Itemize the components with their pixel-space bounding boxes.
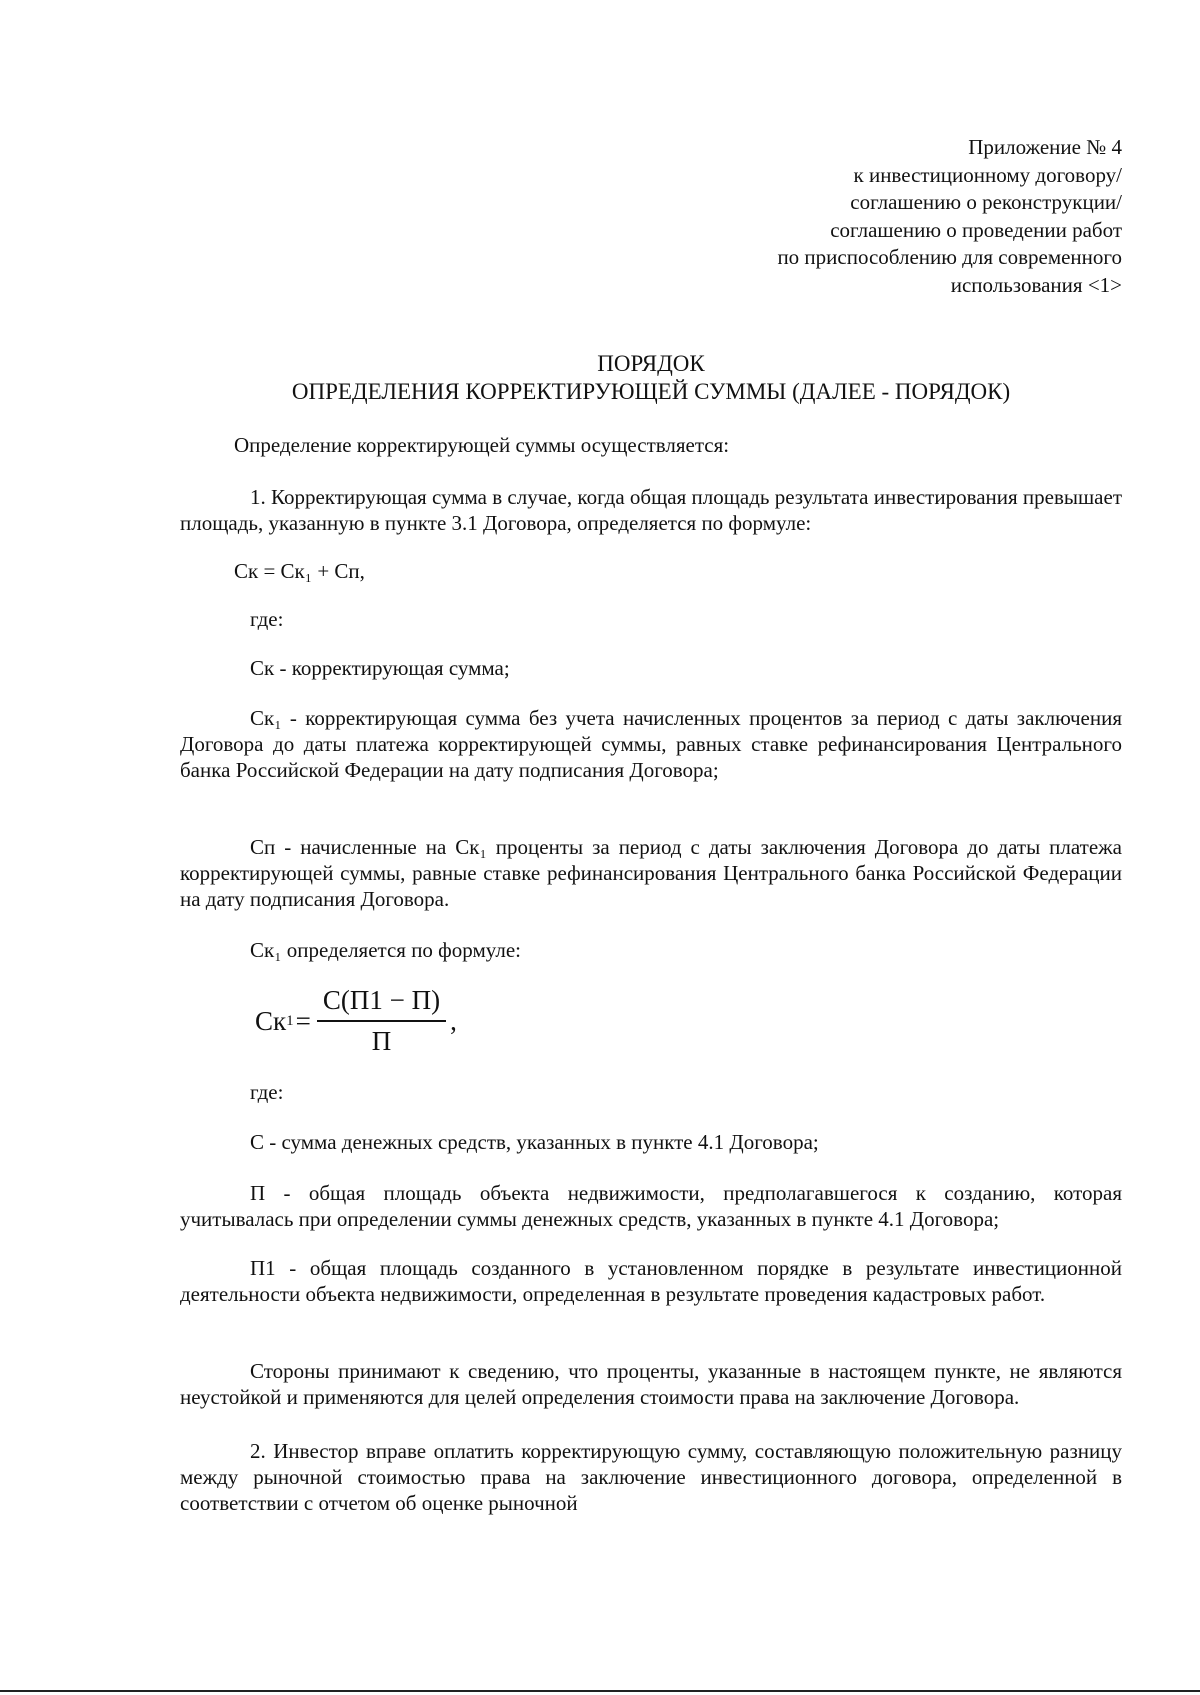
formula-sk: Ск = Ск₁ + Сп, bbox=[234, 559, 365, 583]
appendix-line: по приспособлению для современного bbox=[777, 245, 1122, 270]
formula-lhs-subscript: 1 bbox=[286, 1012, 294, 1029]
appendix-line: использования <1> bbox=[950, 272, 1122, 297]
title-line: ПОРЯДОК bbox=[597, 351, 705, 376]
parties-paragraph: Стороны принимают к сведению, что проценты, указанные в настоящем пункте, не являются неустойкой и применяются для целей определения стоимости права на заключение Договора. bbox=[180, 1359, 1122, 1409]
item-2-paragraph: 2. Инвестор вправе оплатить корректирующую сумму, составляющую положительную разницу между рыночной стоимостью права на заключение инвестиционного договора, определенной в соответствии с отчетом об оценке рыночной bbox=[180, 1439, 1122, 1515]
formula-equals: = bbox=[295, 1005, 311, 1036]
sk1-formula-intro: Ск₁ определяется по формуле: bbox=[250, 938, 521, 962]
formula-sk1 bbox=[255, 985, 457, 1057]
item-1-paragraph: 1. Корректирующая сумма в случае, когда общая площадь результата инвестирования превышает площадь, указанную в пункте 3.1 Договора, определяется по формуле: bbox=[180, 485, 1122, 535]
definition-sk1: Ск₁ - корректирующая сумма без учета начисленных процентов за период с даты заключения Договора до даты платежа корректирующей суммы, равных ставке рефинансирования Центрального банка Российской Федерации на дату подписания Договора; bbox=[180, 706, 1122, 782]
formula-lhs: Ск bbox=[255, 1005, 287, 1036]
definition-sp: Сп - начисленные на Ск₁ проценты за период с даты заключения Договора до даты платежа корректирующей суммы, равные ставке рефинансирования Центрального банка Российской Федерации на дату подписания Договора. bbox=[180, 835, 1122, 911]
formula-numerator: С(П1 − П) bbox=[317, 985, 446, 1022]
document-title bbox=[180, 350, 1122, 406]
definition-sk: Ск - корректирующая сумма; bbox=[250, 656, 510, 680]
intro-paragraph: Определение корректирующей суммы осуществляется: bbox=[234, 433, 730, 457]
appendix-header bbox=[777, 134, 1122, 300]
where-label: где: bbox=[250, 607, 284, 631]
formula-trailing-comma: , bbox=[450, 1005, 457, 1036]
definition-c: С - сумма денежных средств, указанных в пункте 4.1 Договора; bbox=[250, 1130, 819, 1154]
appendix-line: соглашению о реконструкции/ bbox=[850, 190, 1122, 215]
formula-fraction bbox=[317, 985, 446, 1057]
definition-p: П - общая площадь объекта недвижимости, предполагавшегося к созданию, которая учитывалась при определении суммы денежных средств, указанных в пункте 4.1 Договора; bbox=[180, 1181, 1122, 1231]
formula-denominator: П bbox=[371, 1026, 392, 1056]
page-bottom-rule bbox=[0, 1690, 1200, 1692]
appendix-line: к инвестиционному договору/ bbox=[853, 162, 1122, 187]
appendix-line: Приложение № 4 bbox=[968, 135, 1122, 159]
appendix-line: соглашению о проведении работ bbox=[830, 217, 1122, 242]
where-label-2: где: bbox=[250, 1080, 284, 1104]
definition-p1: П1 - общая площадь созданного в установленном порядке в результате инвестиционной деятельности объекта недвижимости, определенная в результате проведения кадастровых работ. bbox=[180, 1256, 1122, 1306]
title-line: ОПРЕДЕЛЕНИЯ КОРРЕКТИРУЮЩЕЙ СУММЫ (ДАЛЕЕ - ПОРЯДОК) bbox=[291, 379, 1011, 404]
